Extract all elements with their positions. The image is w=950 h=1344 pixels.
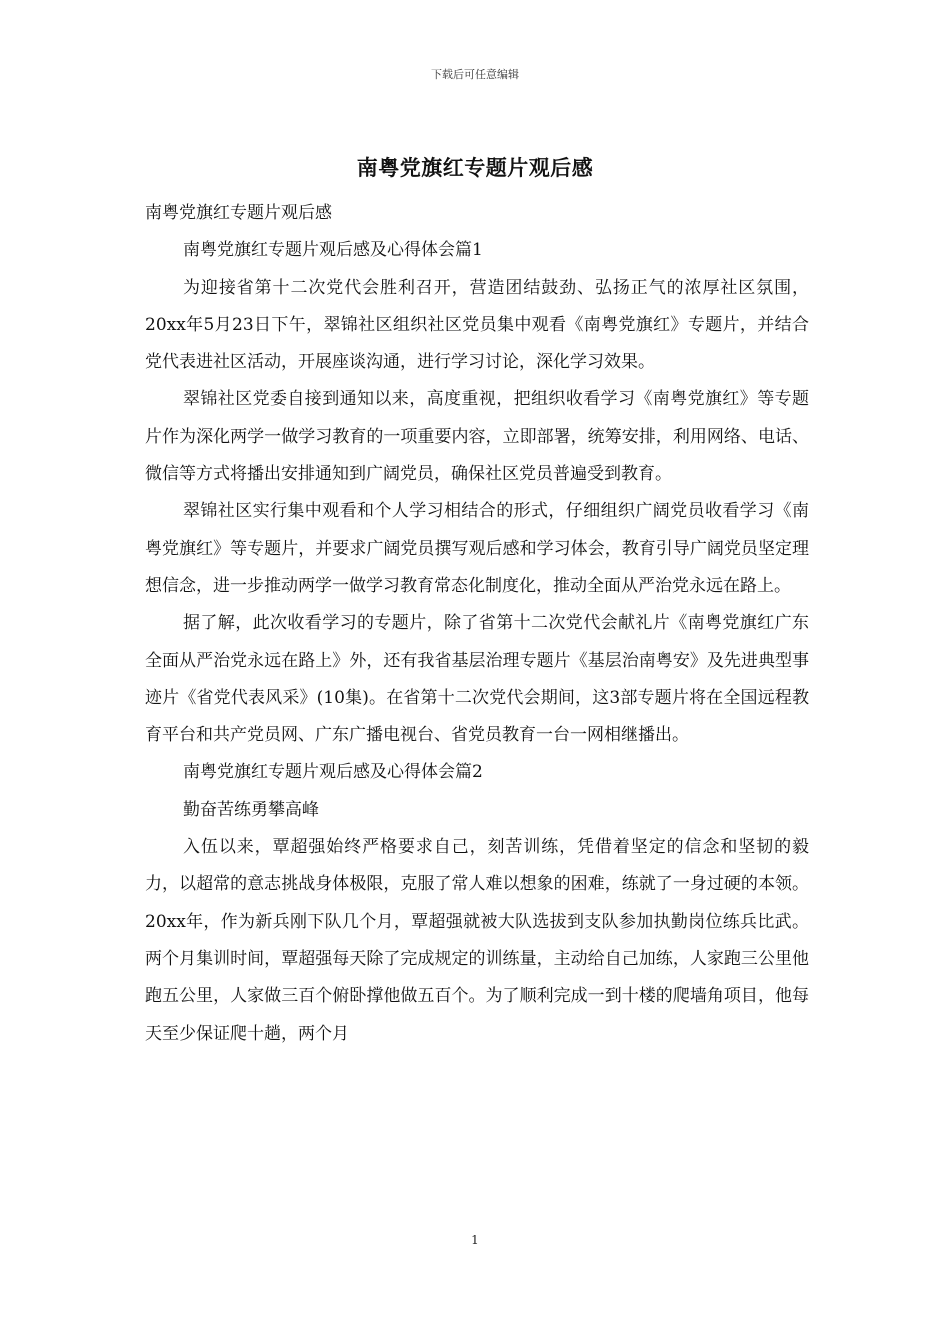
body-paragraph: 翠锦社区党委自接到通知以来，高度重视，把组织收看学习《南粤党旗红》等专题片作为深化两学一做学习教育的一项重要内容，立即部署，统筹安排，利用网络、电话、微信等方式将播出安排通知到广阔党员，确保社区党员普遍受到教育。 (145, 389, 809, 485)
header-note: 下载后可任意编辑 (431, 68, 519, 81)
document-title: 南粤党旗红专题片观后感 (356, 155, 594, 180)
section-heading-1: 南粤党旗红专题片观后感及心得体会篇1 (183, 240, 483, 261)
body-paragraph: 为迎接省第十二次党代会胜利召开，营造团结鼓劲、弘扬正气的浓厚社区氛围，20xx年5月23日下午，翠锦社区组织社区党员集中观看《南粤党旗红》专题片，并结合党代表进社区活动，开展座谈沟通，进行学习讨论，深化学习效果。 (145, 277, 809, 373)
page-number: 1 (471, 1233, 479, 1247)
section-subheading: 勤奋苦练勇攀高峰 (183, 799, 319, 820)
document-body (145, 195, 809, 1053)
body-paragraph: 入伍以来，覃超强始终严格要求自己，刻苦训练，凭借着坚定的信念和坚韧的毅力，以超常的意志挑战身体极限，克服了常人难以想象的困难，练就了一身过硬的本领。20xx年，作为新兵刚下队几个月，覃超强就被大队选拔到支队参加执勤岗位练兵比武。两个月集训时间，覃超强每天除了完成规定的训练量，主动给自己加练，人家跑三公里他跑五公里，人家做三百个俯卧撑他做五百个。为了顺利完成一到十楼的爬墙角项目，他每天至少保证爬十趟，两个月 (145, 837, 809, 1044)
section-heading-2: 南粤党旗红专题片观后感及心得体会篇2 (183, 762, 483, 783)
body-paragraph: 翠锦社区实行集中观看和个人学习相结合的形式，仔细组织广阔党员收看学习《南粤党旗红》等专题片，并要求广阔党员撰写观后感和学习体会，教育引导广阔党员坚定理想信念，进一步推动两学一做学习教育常态化制度化，推动全面从严治党永远在路上。 (145, 501, 809, 596)
body-paragraph: 据了解，此次收看学习的专题片，除了省第十二次党代会献礼片《南粤党旗红广东全面从严治党永远在路上》外，还有我省基层治理专题片《基层治南粤安》及先进典型事迹片《省党代表风采》(10集)。在省第十二次党代会期间，这3部专题片将在全国远程教育平台和共产党员网、广东广播电视台、省党员教育一台一网相继播出。 (145, 613, 809, 746)
subtitle-paragraph: 南粤党旗红专题片观后感 (145, 203, 332, 223)
